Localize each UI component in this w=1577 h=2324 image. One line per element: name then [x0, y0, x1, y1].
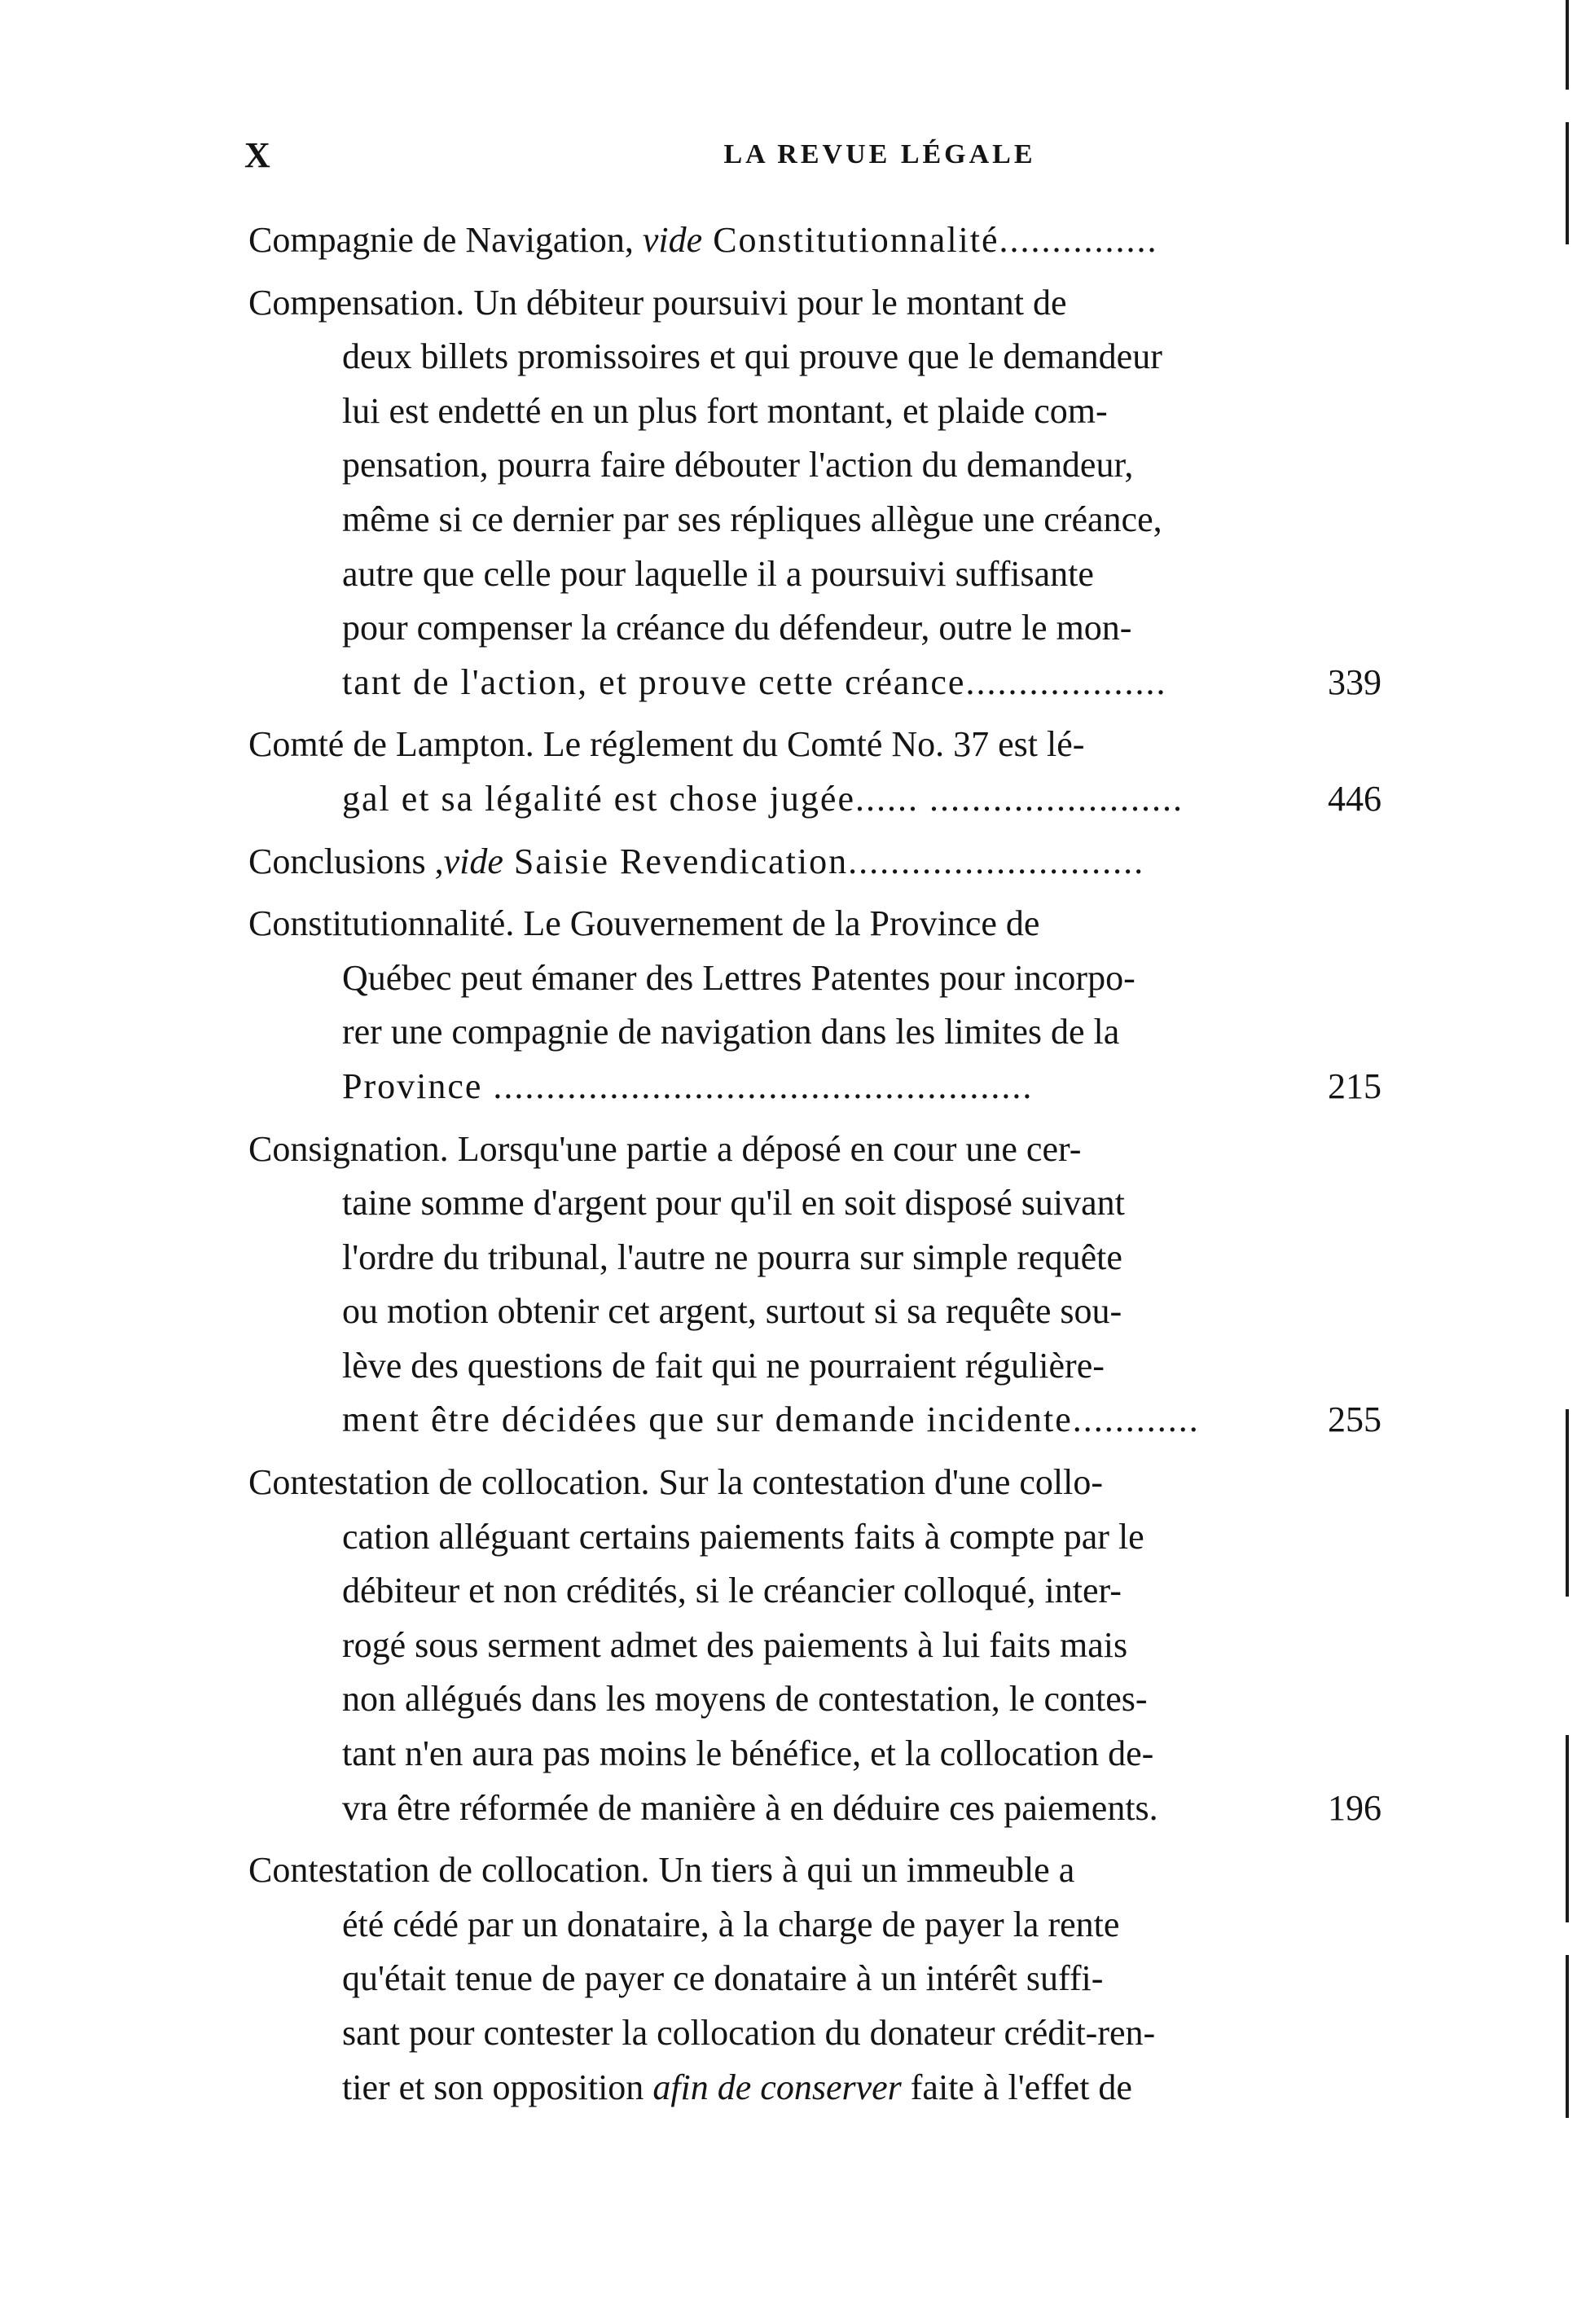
entry-text: ment être décidées que sur demande incidente............: [342, 1399, 1200, 1440]
page-reference: 446: [1328, 778, 1382, 819]
entry-heading: Compensation.: [248, 282, 465, 323]
entry-text: Le réglement du Comté No. 37 est lé-: [534, 724, 1085, 765]
entry-heading: Conclusions ,: [248, 841, 444, 881]
entry-text: Province ...................................................: [342, 1065, 1034, 1106]
entry-text: gal et sa légalité est chose jugée...... ........................: [342, 778, 1184, 819]
entry-text: Un débiteur poursuivi pour le montant de: [464, 282, 1067, 323]
entry-line: [248, 1060, 1413, 1114]
entry-text: tier et son opposition: [342, 2067, 653, 2107]
entry-heading: Contestation de collocation.: [248, 1850, 650, 1891]
entry-line: l'ordre du tribunal, l'autre ne pourra sur simple requête: [342, 1237, 1122, 1277]
entry-line: [248, 718, 1413, 772]
index-entry-consignation: [248, 1122, 1413, 1448]
entry-line: débiteur et non crédités, si le créancier colloqué, inter-: [342, 1571, 1122, 1611]
entry-line: [248, 213, 1413, 268]
entry-line: qu'était tenue de payer ce donataire à un intérêt suffi-: [342, 1958, 1104, 1999]
entry-line: [248, 2061, 1413, 2115]
entry-line: [248, 835, 1413, 890]
index-entry-compagnie-de-navigation: [248, 213, 1413, 268]
entry-line: [248, 656, 1413, 710]
italic-phrase: afin de conserver: [652, 2067, 902, 2107]
entry-line: Québec peut émaner des Lettres Patentes pour incorpo-: [342, 957, 1136, 998]
scan-edge-mark: [1566, 0, 1569, 90]
scan-edge-mark: [1566, 1955, 1569, 2118]
entry-line: [248, 1393, 1413, 1448]
entry-line: [248, 1456, 1413, 1510]
page-reference: 215: [1328, 1065, 1382, 1106]
index-entry-compensation: [248, 276, 1413, 710]
entry-text: Sur la contestation d'une collo-: [649, 1462, 1104, 1503]
index-entry-conclusions: [248, 835, 1413, 890]
entry-line: autre que celle pour laquelle il a poursuivi suffisante: [342, 553, 1094, 594]
entry-heading: Constitutionnalité.: [248, 903, 515, 944]
entry-line: rer une compagnie de navigation dans les limites de la: [342, 1012, 1120, 1052]
entry-line: été cédé par un donataire, à la charge de payer la rente: [342, 1904, 1120, 1944]
entry-text: Constitutionnalité...............: [702, 220, 1158, 260]
entry-line: deux billets promissoires et qui prouve que le demandeur: [342, 336, 1162, 377]
entry-heading: Consignation.: [248, 1128, 449, 1169]
scan-edge-mark: [1566, 1735, 1569, 1922]
index-entries: [248, 213, 1413, 2123]
entry-line: taine somme d'argent pour qu'il en soit disposé suivant: [342, 1183, 1125, 1224]
scan-edge-mark: [1566, 122, 1569, 244]
page-reference: 196: [1328, 1787, 1382, 1828]
entry-line: [248, 276, 1413, 331]
entry-line: ou motion obtenir cet argent, surtout si sa requête sou-: [342, 1291, 1122, 1332]
entry-line: même si ce dernier par ses répliques allègue une créance,: [342, 499, 1162, 539]
entry-heading: Compagnie de Navigation,: [248, 220, 643, 260]
page-header: [244, 134, 1401, 183]
entry-heading: Contestation de collocation.: [248, 1462, 650, 1503]
page-reference: 255: [1328, 1399, 1382, 1440]
page-reference: 339: [1328, 661, 1382, 702]
entry-line: [248, 1843, 1413, 1898]
entry-text: Un tiers à qui un immeuble a: [649, 1850, 1075, 1891]
entry-line: pour compenser la créance du défendeur, outre le mon-: [342, 608, 1132, 648]
page-number: X: [244, 135, 272, 175]
entry-line: [248, 772, 1413, 827]
index-entry-constitutionnalite: [248, 897, 1413, 1114]
running-title: LA REVUE LÉGALE: [723, 139, 1036, 169]
entry-text: Le Gouvernement de la Province de: [514, 903, 1040, 944]
entry-line: rogé sous serment admet des paiements à lui faits mais: [342, 1624, 1128, 1665]
entry-heading: Comté de Lampton.: [248, 724, 534, 765]
scan-edge-mark: [1566, 1409, 1569, 1597]
entry-line: lui est endetté en un plus fort montant, et plaide com-: [342, 390, 1108, 431]
entry-line: [248, 897, 1413, 951]
entry-line: pensation, pourra faire débouter l'action du demandeur,: [342, 445, 1134, 485]
entry-line: cation alléguant certains paiements faits à compte par le: [342, 1516, 1144, 1557]
entry-text: Lorsqu'une partie a déposé en cour une cer-: [448, 1128, 1082, 1169]
entry-line: [248, 1781, 1413, 1836]
index-entry-contestation-de-collocation-2: [248, 1843, 1413, 2115]
entry-text: Saisie Revendication............................: [503, 841, 1145, 881]
index-entry-comte-de-lampton: [248, 718, 1413, 826]
vide-reference: vide: [443, 841, 503, 881]
vide-reference: vide: [642, 220, 703, 260]
entry-text: tant de l'action, et prouve cette créance...................: [342, 661, 1167, 702]
entry-line: non allégués dans les moyens de contestation, le contes-: [342, 1679, 1148, 1720]
entry-text: vra être réformée de manière à en déduire ces paiements.: [342, 1787, 1158, 1828]
entry-line: [248, 1122, 1413, 1177]
index-entry-contestation-de-collocation: [248, 1456, 1413, 1835]
entry-line: tant n'en aura pas moins le bénéfice, et la collocation de-: [342, 1733, 1154, 1774]
entry-line: lève des questions de fait qui ne pourraient régulière-: [342, 1345, 1105, 1386]
entry-line: sant pour contester la collocation du donateur crédit-ren-: [342, 2013, 1156, 2053]
entry-text: faite à l'effet de: [901, 2067, 1132, 2107]
